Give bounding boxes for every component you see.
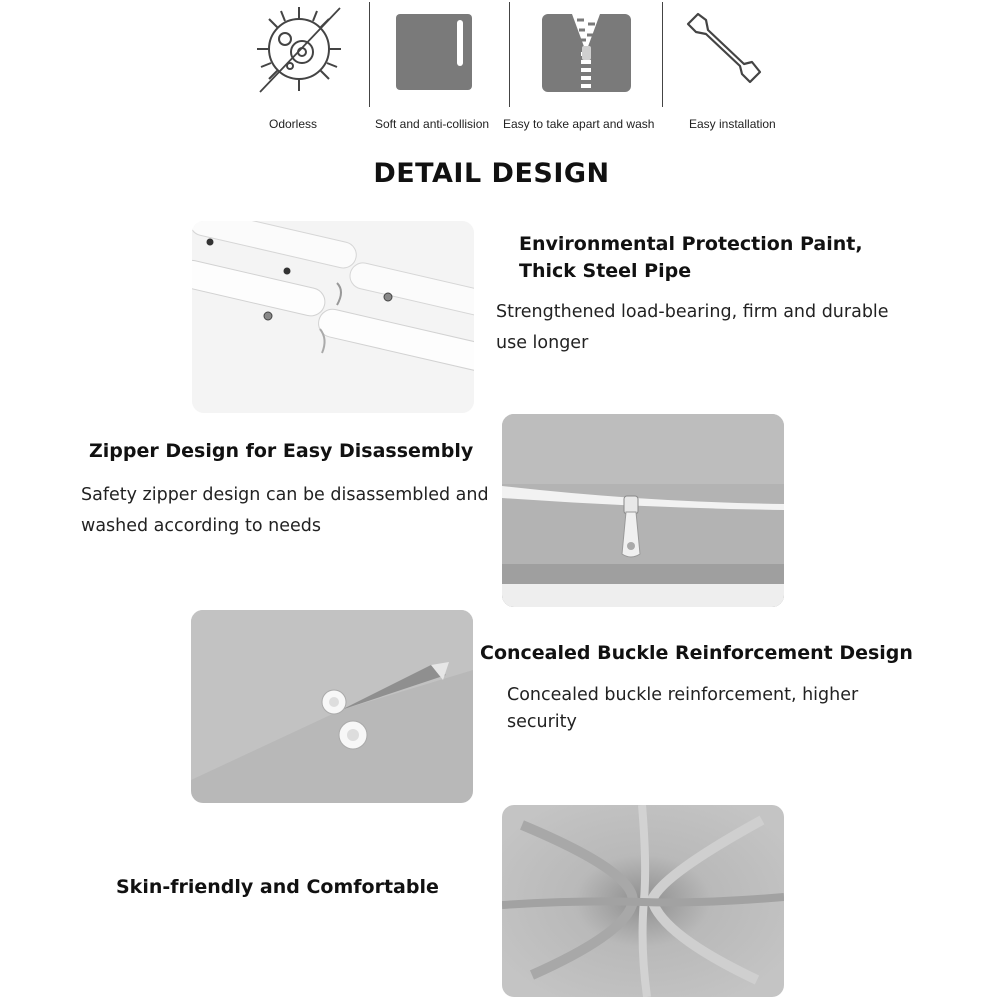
title-line: Zipper Design for Easy Disassembly bbox=[89, 440, 474, 462]
title-line: Concealed Buckle Reinforcement Design bbox=[480, 642, 913, 664]
feature-label-soft: Soft and anti-collision bbox=[375, 117, 490, 131]
germ-icon bbox=[252, 2, 347, 97]
soft-panel-icon bbox=[394, 12, 476, 94]
divider bbox=[369, 2, 370, 107]
section-3-description bbox=[507, 682, 858, 736]
section-heading: DETAIL DESIGN bbox=[373, 158, 610, 189]
divider bbox=[662, 2, 663, 107]
desc-line: Concealed buckle reinforcement, higher bbox=[507, 685, 859, 705]
desc-line: security bbox=[507, 712, 577, 732]
desc-line: Safety zipper design can be disassembled and bbox=[81, 485, 489, 505]
feature-label-odorless: Odorless bbox=[269, 117, 318, 131]
title-line: Skin-friendly and Comfortable bbox=[116, 876, 439, 898]
fabric-image bbox=[502, 805, 784, 997]
wrench-icon bbox=[682, 8, 764, 84]
desc-line: washed according to needs bbox=[81, 516, 321, 536]
section-3-title bbox=[480, 642, 913, 664]
buckle-image bbox=[191, 610, 473, 803]
desc-line: use longer bbox=[496, 333, 589, 353]
title-line: Environmental Protection Paint, bbox=[519, 233, 863, 255]
desc-line: Strengthened load-bearing, firm and durable bbox=[496, 302, 889, 322]
section-2-description bbox=[81, 480, 489, 542]
zipper-icon bbox=[540, 12, 633, 94]
steel-pipe-image bbox=[192, 221, 474, 413]
feature-label-wash: Easy to take apart and wash bbox=[503, 117, 655, 131]
zipper-image bbox=[502, 414, 784, 607]
divider bbox=[509, 2, 510, 107]
section-4-title bbox=[116, 876, 439, 898]
section-2-title bbox=[89, 440, 473, 462]
title-line: Thick Steel Pipe bbox=[519, 260, 692, 282]
feature-label-installation: Easy installation bbox=[689, 117, 776, 131]
section-1-description bbox=[496, 297, 889, 359]
section-1-title bbox=[519, 231, 863, 285]
